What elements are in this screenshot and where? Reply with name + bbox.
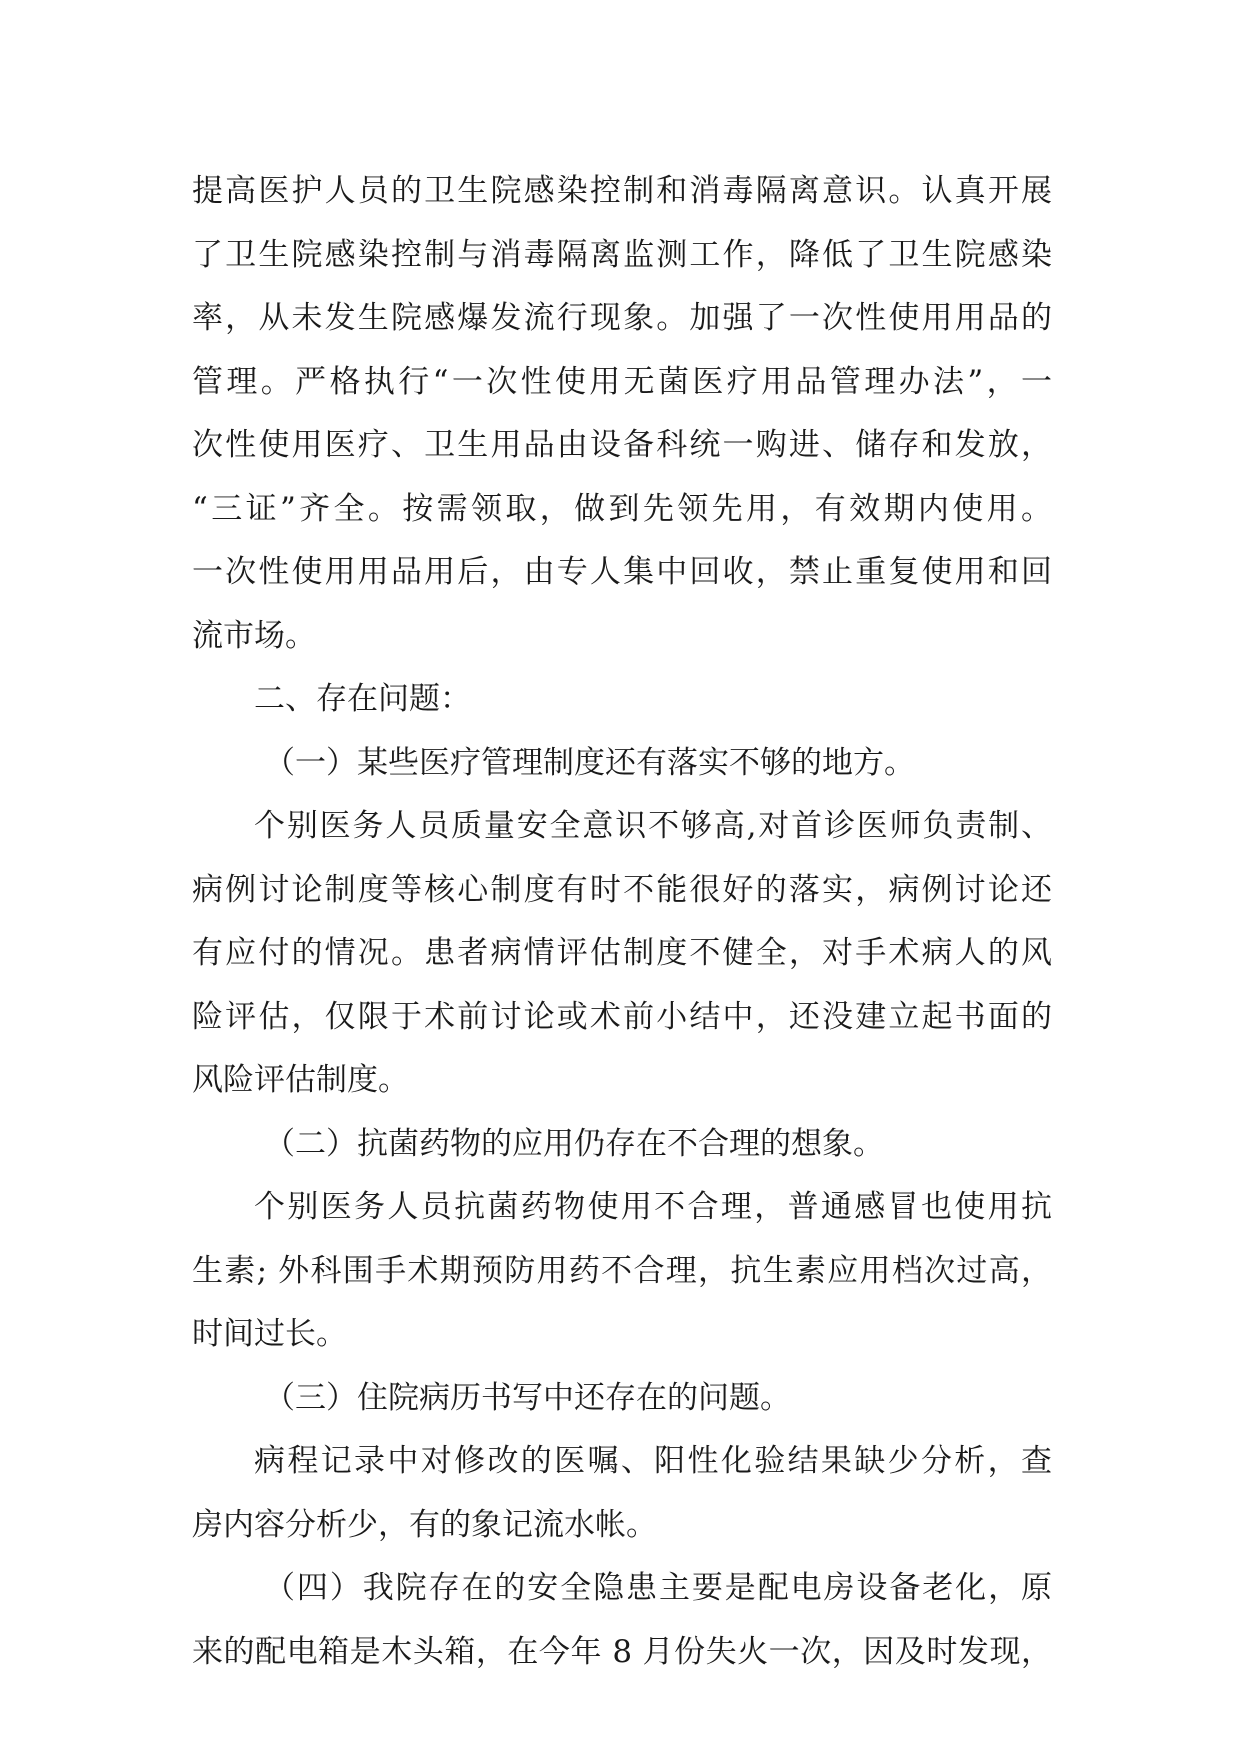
text-line: 病例讨论制度等核心制度有时不能很好的落实，病例讨论还 (192, 871, 1052, 908)
text-line: 流市场。 (192, 617, 316, 654)
text-line: 提高医护人员的卫生院感染控制和消毒隔离意识。认真开展 (192, 173, 1052, 209)
text-line: 来的配电箱是木头箱，在今年 8 月份失火一次，因及时发现， (192, 1633, 1052, 1670)
text-line: 险评估，仅限于术前讨论或术前小结中，还没建立起书面的 (192, 998, 1052, 1035)
text-line: 病程记录中对修改的医嘱、阳性化验结果缺少分析，查 (254, 1443, 1052, 1479)
text-line: 时间过长。 (192, 1316, 347, 1352)
subsection-heading: （三）住院病历书写中还存在的问题。 (264, 1379, 791, 1416)
subsection-heading: （四）我院存在的安全隐患主要是配电房设备老化，原 (264, 1570, 1052, 1606)
text-line: 房内容分析少，有的象记流水帐。 (192, 1506, 657, 1543)
text-line: 生素; 外科围手术期预防用药不合理，抗生素应用档次过高， (192, 1252, 1052, 1289)
subsection-heading: （一）某些医疗管理制度还有落实不够的地方。 (264, 744, 915, 781)
text-line: “三证”齐全。按需领取，做到先领先用，有效期内使用。 (192, 490, 1052, 527)
text-line: 了卫生院感染控制与消毒隔离监测工作，降低了卫生院感染 (192, 236, 1052, 273)
section-heading: 二、存在问题： (254, 681, 471, 717)
text-line: 次性使用医疗、卫生用品由设备科统一购进、储存和发放， (192, 427, 1052, 463)
text-line: 有应付的情况。患者病情评估制度不健全，对手术病人的风 (192, 935, 1052, 971)
text-line: 率，从未发生院感爆发流行现象。加强了一次性使用用品的 (192, 300, 1052, 336)
body-text (192, 160, 1052, 1684)
subsection-heading: （二）抗菌药物的应用仍存在不合理的想象。 (264, 1125, 884, 1162)
text-line: 个别医务人员质量安全意识不够高,对首诊医师负责制、 (254, 808, 1052, 844)
text-line: 管理。严格执行“一次性使用无菌医疗用品管理办法”，一 (192, 363, 1052, 400)
text-line: 一次性使用用品用后，由专人集中回收，禁止重复使用和回 (192, 554, 1052, 590)
text-line: 风险评估制度。 (192, 1062, 409, 1098)
text-line: 个别医务人员抗菌药物使用不合理，普通感冒也使用抗 (254, 1189, 1052, 1225)
